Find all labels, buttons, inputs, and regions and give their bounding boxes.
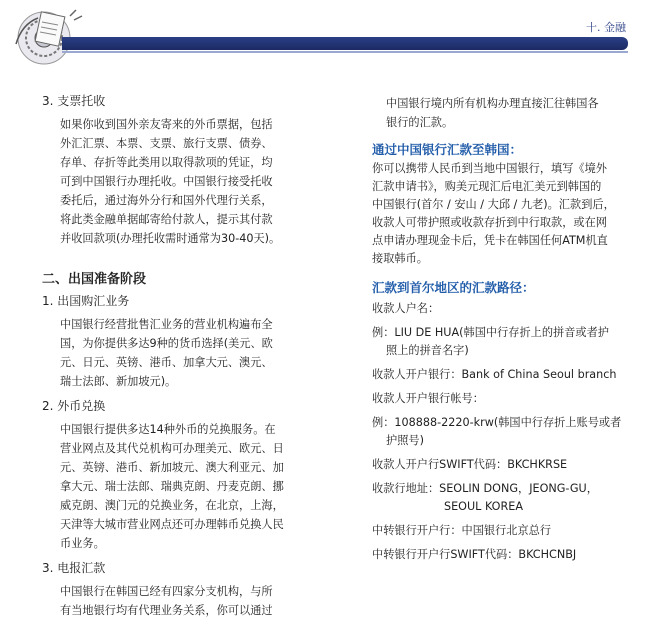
s2-item1-title: 1. 出国购汇业务 <box>42 294 130 308</box>
example2-line2: 护照号) <box>386 434 424 447</box>
s2-item3-title: 3. 电报汇款 <box>42 561 106 575</box>
header-divider <box>62 51 628 53</box>
intermediary-bank: 中转银行开户行：中国银行北京总行 <box>372 524 552 537</box>
text-line: 瑞士法郎、新加坡元)。 <box>60 375 177 388</box>
account-label: 收款人开户银行帐号： <box>372 392 484 405</box>
s2-item3-text <box>42 582 310 620</box>
address-line2: SEOUL KOREA <box>444 500 523 513</box>
text-line: 中国银行在韩国已经有四家分支机构，与所 <box>60 585 273 598</box>
text-line: 你可以携带人民币到当地中国银行，填写《境外 <box>372 162 607 175</box>
right-column <box>372 94 634 564</box>
text-line: 国，为你提供多达9种的货币选择(美元、欧 <box>60 337 273 350</box>
address-line1: 收款行地址：SEOLIN DONG，JEONG-GU， <box>372 482 598 495</box>
text-line: 币业务。 <box>60 537 105 550</box>
header-bar <box>62 37 628 50</box>
left-column <box>42 92 310 620</box>
text-line: 存单、存折等此类用以取得款项的凭证，均 <box>60 156 273 169</box>
decorative-logo-icon <box>8 4 88 68</box>
text-line: 威克朗、澳门元的兑换业务，在北京，上海， <box>60 499 284 512</box>
text-line: 汇款申请书》，购美元现汇后电汇美元到韩国的 <box>372 180 602 193</box>
item3-text <box>42 115 310 248</box>
text-line: 天津等大城市营业网点还可办理韩币兑换人民 <box>60 518 284 531</box>
text-line: 可到中国银行办理托收。中国银行接受托收 <box>60 175 273 188</box>
boc-remittance-text <box>372 160 634 268</box>
text-line: 有当地银行均有代理业务关系，你可以通过 <box>60 604 273 617</box>
section2-title: 二、出国准备阶段 <box>42 272 147 287</box>
text-line: 收款人可带护照或收款存折到中行取款，或在网 <box>372 216 607 229</box>
text-line: 委托后，通过海外分行和国外代理行关系， <box>60 194 273 207</box>
example1-line2: 照上的拼音名字) <box>386 344 469 357</box>
continuation-text <box>372 94 634 132</box>
s2-item2-title: 2. 外币兑换 <box>42 399 106 413</box>
text-line: 并收回款项(办理托收需时通常为30-40天)。 <box>60 232 281 245</box>
text-line: 接取韩币。 <box>372 252 428 265</box>
s2-item1-text <box>42 315 310 391</box>
text-line: 银行的汇款。 <box>386 116 454 129</box>
payee-bank: 收款人开户银行：Bank of China Seoul branch <box>372 368 617 381</box>
text-line: 拿大元、瑞士法郎、瑞典克朗、丹麦克朗、挪 <box>60 480 284 493</box>
text-line: 中国银行提供多达14种外币的兑换服务。在 <box>60 423 276 436</box>
text-line: 营业网点及其代兑机构可办理美元、欧元、日 <box>60 442 284 455</box>
text-line: 点申请办理现金卡后，凭卡在韩国任何ATM机直 <box>372 234 608 247</box>
text-line: 如果你收到国外亲友寄来的外币票据，包括 <box>60 118 273 131</box>
route-title: 汇款到首尔地区的汇款路径： <box>372 280 535 295</box>
item3-title: 3. 支票托收 <box>42 94 106 108</box>
text-line: 将此类金融单据邮寄给付款人，提示其付款 <box>60 213 273 226</box>
payee-name-label: 收款人户名： <box>372 302 440 315</box>
text-line: 中国银行境内所有机构办理直接汇往韩国各 <box>386 97 599 110</box>
boc-remittance-title: 通过中国银行汇款至韩国： <box>372 142 523 157</box>
swift-code: 收款人开户行SWIFT代码：BKCHKRSE <box>372 458 568 471</box>
example1-line1: 例：LIU DE HUA(韩国中行存折上的拼音或者护 <box>372 326 609 339</box>
intermediary-swift: 中转银行开户行SWIFT代码：BKCHCNBJ <box>372 548 577 561</box>
text-line: 中国银行经营批售汇业务的营业机构遍布全 <box>60 318 273 331</box>
text-line: 中国银行(首尔 / 安山 / 大邱 / 九老)。汇款到后， <box>372 198 615 211</box>
example2-line1: 例：108888-2220-krw(韩国中行存折上账号或者 <box>372 416 622 429</box>
s2-item2-text <box>42 420 310 553</box>
text-line: 元、英镑、港币、新加坡元、澳大利亚元、加 <box>60 461 284 474</box>
text-line: 元、日元、英镑、港币、加拿大元、澳元、 <box>60 356 273 369</box>
section-label: 十. 金融 <box>586 21 626 34</box>
text-line: 外汇汇票、本票、支票、旅行支票、债券、 <box>60 137 273 150</box>
